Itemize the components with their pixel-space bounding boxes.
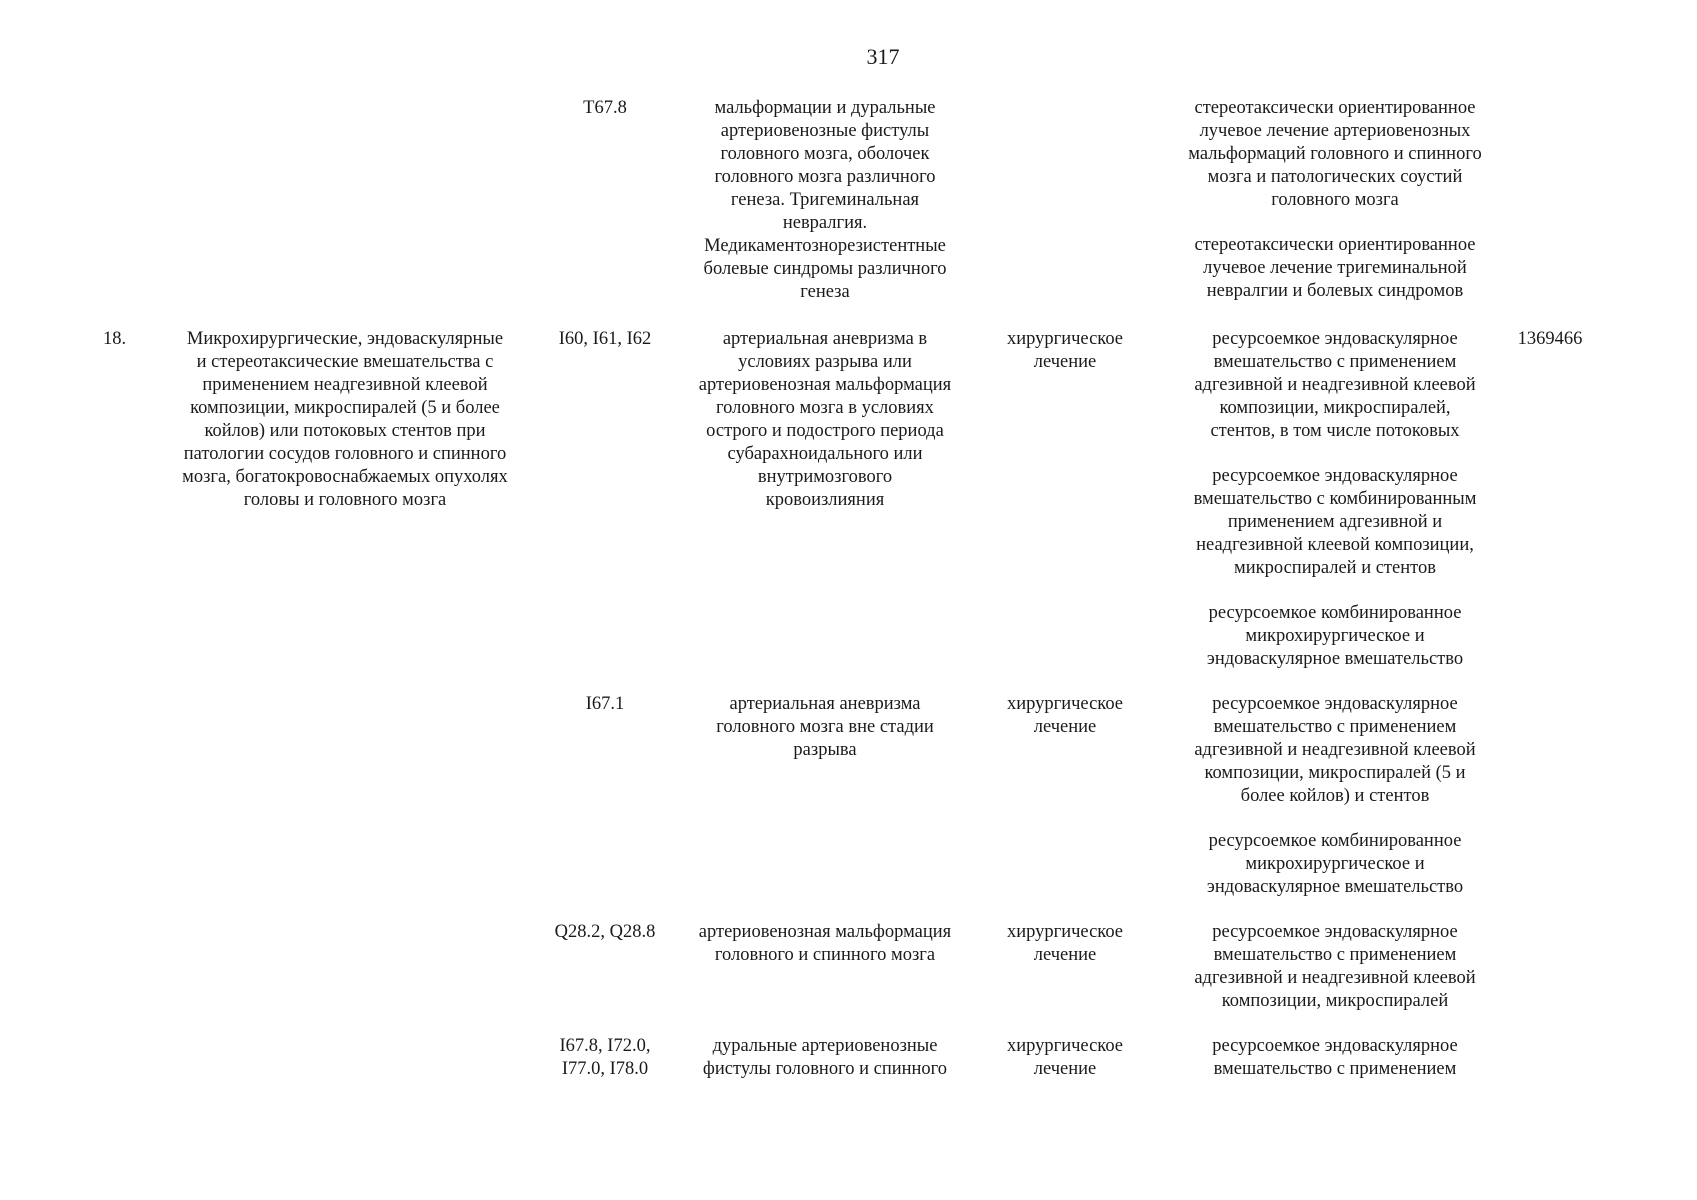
treatment-type-cell: хирургическое лечение (1006, 329, 1124, 372)
treatment-method-cell: ресурсоемкое эндоваскулярное вмешательство с применением адгезивной и неадгезивной клеевой композиции, микроспиралей, стентов, в том числе потоковых (1194, 329, 1476, 441)
cost-value: 1369466 (1517, 329, 1583, 349)
diagnosis-cell: мальформации и дуральные артериовенозные фистулы головного мозга, оболочек головного мозга различного генеза. Тригеминальная невралгия. Медикаментознорезистентные болевые синдромы различного генеза (703, 98, 947, 302)
page-number: 317 (866, 44, 900, 69)
procedure-description: Микрохирургические, эндоваскулярные и стереотаксические вмешательства с применением неадгезивной клеевой композиции, микроспиралей (5 и более койлов) или потоковых стентов при патологии сосудов головного и спинного мозга, богатокровоснабжаемых опухолях головы и головного мозга (182, 329, 508, 510)
icd-code-q28: Q28.2, Q28.8 (554, 922, 656, 942)
treatment-method-cell: ресурсоемкое эндоваскулярное вмешательство с применением адгезивной и неадгезивной клеевой композиции, микроспиралей (1194, 922, 1476, 1011)
treatment-type-cell: хирургическое лечение (1006, 922, 1124, 965)
icd-code-i67-8-i72-0-i77-0-i78-0: I67.8, I72.0, I77.0, I78.0 (559, 1036, 651, 1079)
row-number: 18. (103, 329, 127, 349)
diagnosis-cell: артериовенозная мальформация головного и спинного мозга (698, 922, 952, 965)
treatment-method-cell: ресурсоемкое эндоваскулярное вмешательство с комбинированным применением адгезивной и неадгезивной клеевой композиции, микроспиралей и стентов (1193, 466, 1477, 578)
icd-code-i67-1: I67.1 (585, 694, 625, 714)
treatment-method-cell: ресурсоемкое эндоваскулярное вмешательство с применением адгезивной и неадгезивной клеевой композиции, микроспиралей (5 и более койлов) и стентов (1194, 694, 1476, 806)
diagnosis-cell: дуральные артериовенозные фистулы головного и спинного (702, 1036, 948, 1079)
treatment-type-cell: хирургическое лечение (1006, 1036, 1124, 1079)
treatment-method-cell: ресурсоемкое эндоваскулярное вмешательство с применением (1212, 1036, 1458, 1079)
icd-code-t67-8: T67.8 (583, 98, 627, 118)
treatment-method-cell: стереотаксически ориентированное лучевое лечение артериовенозных мальформаций головного и спинного мозга и патологических соустий головного мозга (1188, 98, 1482, 210)
treatment-method-cell: ресурсоемкое комбинированное микрохирургическое и эндоваскулярное вмешательство (1206, 831, 1464, 897)
diagnosis-cell: артериальная аневризма в условиях разрыва или артериовенозная мальформация головного мозга в условиях острого и подострого периода субарахноидального или внутримозгового кровоизлияния (698, 329, 952, 510)
diagnosis-cell: артериальная аневризма головного мозга вне стадии разрыва (716, 694, 934, 760)
treatment-method-cell: стереотаксически ориентированное лучевое лечение тригеминальной невралгии и болевых синдромов (1194, 235, 1476, 301)
treatment-method-cell: ресурсоемкое комбинированное микрохирургическое и эндоваскулярное вмешательство (1206, 603, 1464, 669)
treatment-type-cell: хирургическое лечение (1006, 694, 1124, 737)
icd-code-i60-i61-i62: I60, I61, I62 (558, 329, 652, 349)
